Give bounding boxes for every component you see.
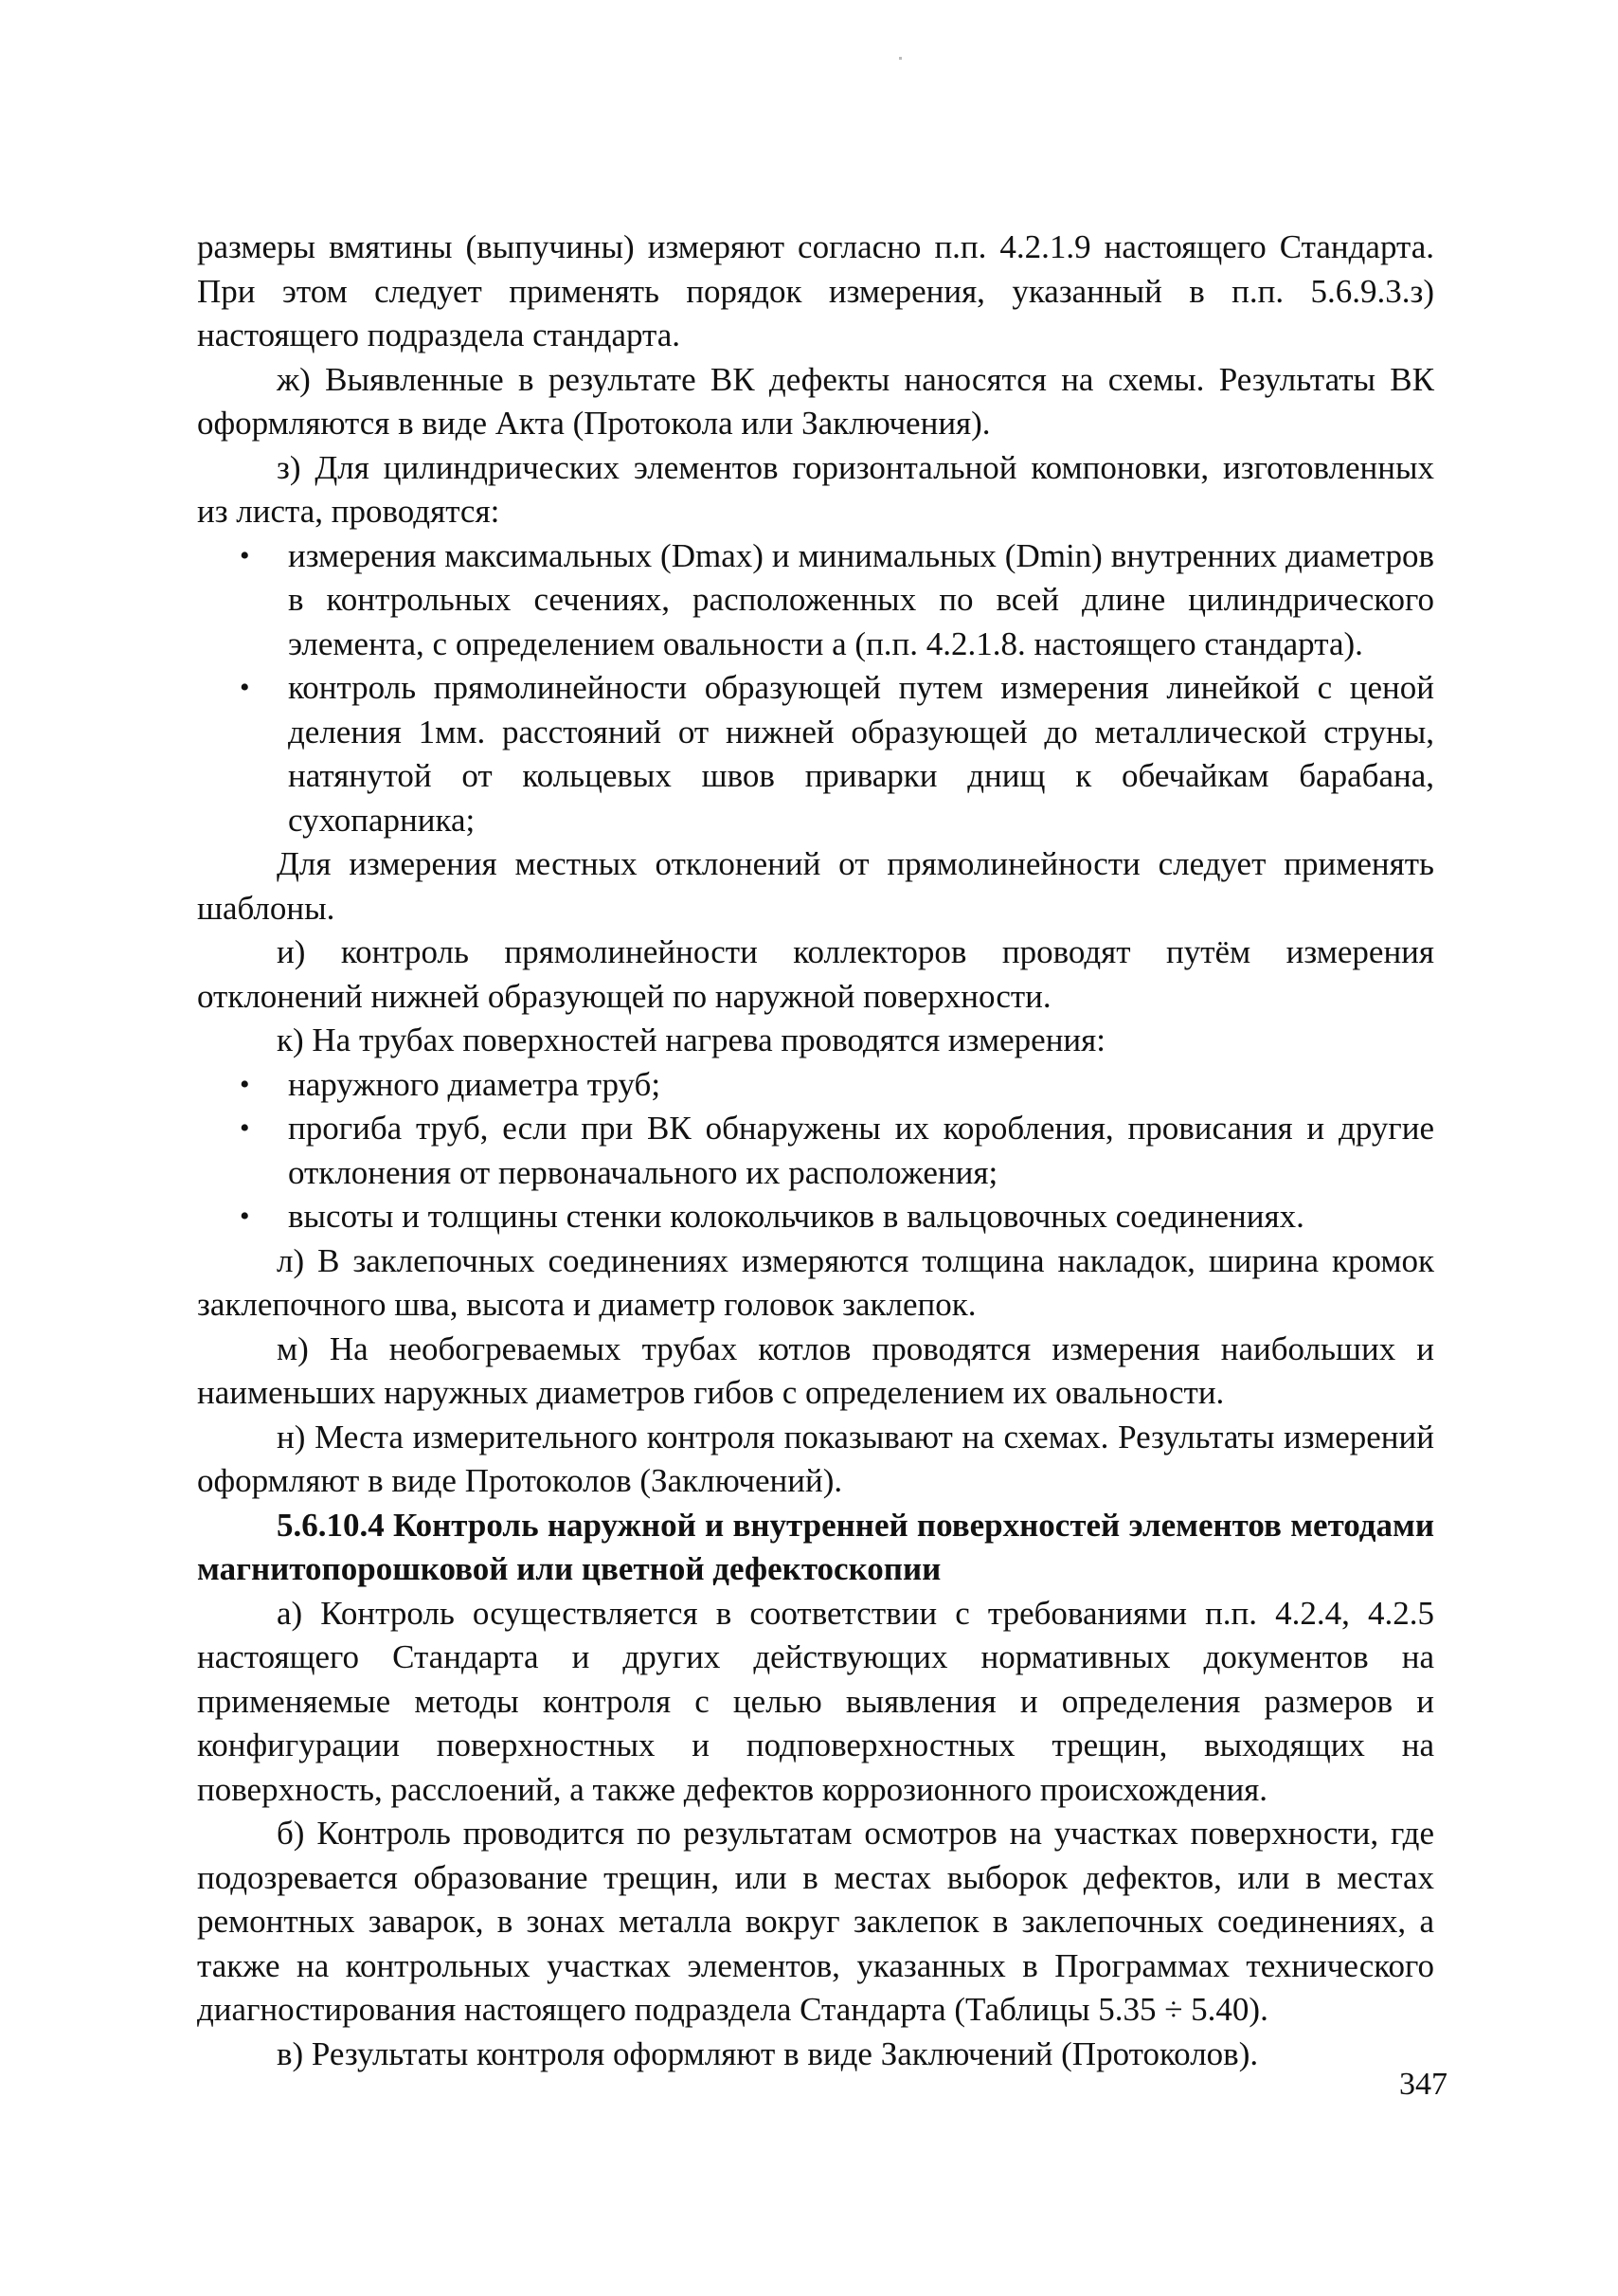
continuation-paragraph: размеры вмятины (выпучины) измеряют согласно п.п. 4.2.1.9 настоящего Стандарта. При этом следует применять порядок измерения, указанный в п.п. 5.6.9.3.з) настоящего подраздела стандарта. bbox=[197, 228, 1434, 353]
paragraph-zh: ж) Выявленные в результате ВК дефекты наносятся на схемы. Результаты ВК оформляются в виде Акта (Протокола или Заключения). bbox=[197, 360, 1434, 442]
paragraph-l: л) В заклепочных соединениях измеряются толщина накладок, ширина кромок заклепочного шва, высота и диаметр головок заклепок. bbox=[197, 1241, 1434, 1323]
list-item-text: высоты и толщины стенки колокольчиков в вальцовочных соединениях. bbox=[288, 1198, 1304, 1235]
list-item bbox=[197, 1195, 1434, 1239]
paragraph-m: м) На необогреваемых трубах котлов проводятся измерения наибольших и наименьших наружных диаметров гибов с определением их овальности. bbox=[197, 1329, 1434, 1411]
bullet-icon: • bbox=[240, 539, 250, 571]
list-item-text: прогиба труб, если при ВК обнаружены их коробления, провисания и другие отклонения от первоначального их расположения; bbox=[288, 1110, 1434, 1191]
bullet-icon: • bbox=[240, 1112, 250, 1144]
paragraph-v: в) Результаты контроля оформляют в виде Заключений (Протоколов). bbox=[277, 2034, 1259, 2072]
paragraph-i: и) контроль прямолинейности коллекторов проводят путём измерения отклонений нижней образующей по наружной поверхности. bbox=[197, 933, 1434, 1015]
paragraph-b: б) Контроль проводится по результатам осмотров на участках поверхности, где подозревается образование трещин, или в местах выборок дефектов, или в местах ремонтных заварок, в зонах металла вокруг заклепок в заклепочных соединениях, а также на контрольных участках элементов, указанных в Программах технического диагностирования настоящего подраздела Стандарта (Таблицы 5.35 ÷ 5.40). bbox=[197, 1815, 1434, 2028]
list-item bbox=[197, 1063, 1434, 1108]
document-body bbox=[197, 226, 1434, 2076]
scan-speck bbox=[899, 57, 902, 60]
list-item-text: контроль прямолинейности образующей путем измерения линейкой с ценой деления 1мм. расстояний от нижней образующей до металлической струны, натянутой от кольцевых швов приварки днищ к обечайкам барабана, сухопарника; bbox=[288, 669, 1434, 839]
paragraph-k: к) На трубах поверхностей нагрева проводятся измерения: bbox=[277, 1021, 1106, 1058]
paragraph-z: з) Для цилиндрических элементов горизонтальной компоновки, изготовленных из листа, проводятся: bbox=[197, 448, 1434, 530]
bullet-list-z bbox=[197, 534, 1434, 843]
section-heading: 5.6.10.4 Контроль наружной и внутренней поверхностей элементов методами магнитопорошковой или цветной дефектоскопии bbox=[197, 1506, 1434, 1587]
page-number: 347 bbox=[1399, 2067, 1447, 2102]
list-item-text: измерения максимальных (Dmax) и минимальных (Dmin) внутренних диаметров в контрольных сечениях, расположенных по всей длине цилиндрического элемента, с определением овальности а (п.п. 4.2.1.8. настоящего стандарта). bbox=[288, 536, 1434, 662]
bullet-icon: • bbox=[240, 1068, 250, 1100]
paragraph-a: а) Контроль осуществляется в соответствии с требованиями п.п. 4.2.4, 4.2.5 настоящего Стандарта и других действующих нормативных документов на применяемые методы контроля с целью выявления и определения размеров и конфигурации поверхностных и подповерхностных трещин, выходящих на поверхность, расслоений, а также дефектов коррозионного происхождения. bbox=[197, 1594, 1434, 1808]
list-item-text: наружного диаметра труб; bbox=[288, 1065, 661, 1103]
list-item bbox=[197, 534, 1434, 667]
paragraph-templates: Для измерения местных отклонений от прямолинейности следует применять шаблоны. bbox=[197, 845, 1434, 927]
bullet-list-k bbox=[197, 1063, 1434, 1239]
bullet-icon: • bbox=[240, 1201, 250, 1232]
paragraph-n: н) Места измерительного контроля показывают на схемах. Результаты измерений оформляют в виде Протоколов (Заключений). bbox=[197, 1418, 1434, 1499]
list-item bbox=[197, 1107, 1434, 1195]
list-item bbox=[197, 666, 1434, 842]
bullet-icon: • bbox=[240, 672, 250, 703]
